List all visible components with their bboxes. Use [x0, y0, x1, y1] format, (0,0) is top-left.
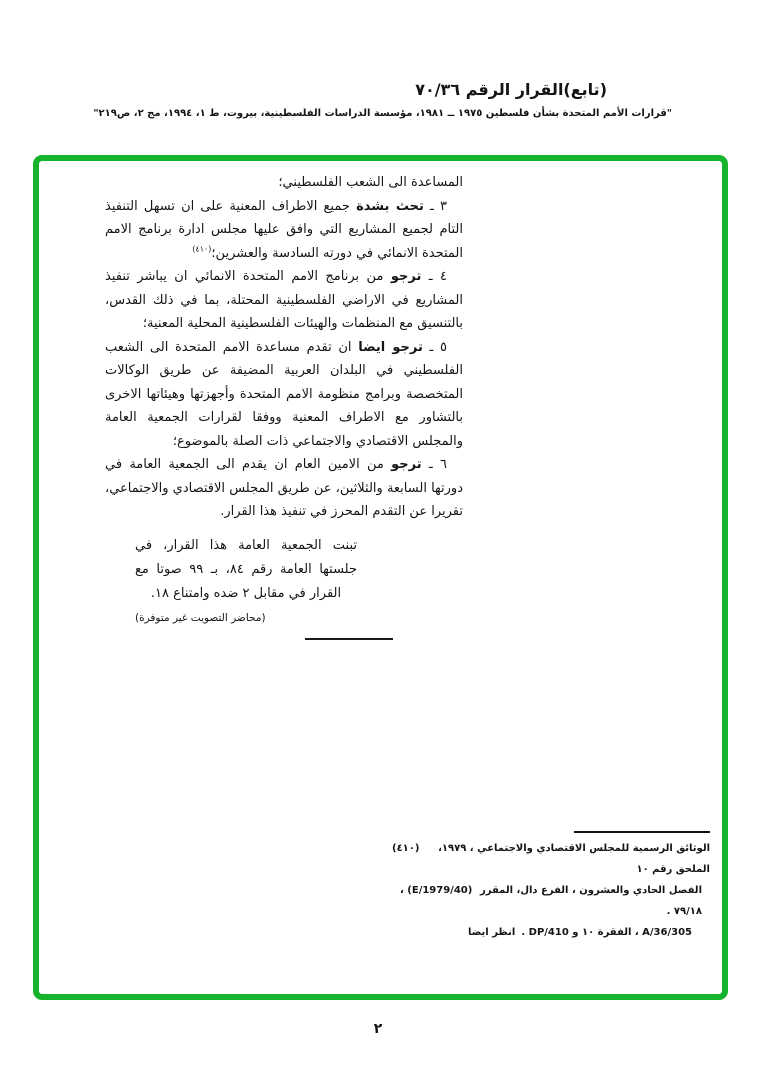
footnote-block — [392, 831, 710, 943]
voting-records-note: (محاضر التصويت غير متوفرة) — [135, 611, 266, 624]
paragraph-5-number: ٥ ـ — [422, 339, 448, 355]
footnote-text: الوثائق الرسمية للمجلس الاقتصادي والاجتماعي ، ١٩٧٩، الملحق رقم ١٠ — [438, 843, 710, 875]
paragraph-6-operative-phrase: ترجو — [391, 457, 422, 472]
footnote-line-1 — [392, 838, 710, 880]
adoption-statement: تبنت الجمعية العامة هذا القرار، في جلستها العامة رقم ٨٤، بـ ٩٩ صوتا مع القرار في مقابل ٢ ضده وامتناع ١٨. — [135, 537, 358, 601]
paragraph-5-operative-phrase: ترجو ايضا — [358, 339, 423, 355]
see-also-label: انظر ايضا — [467, 927, 516, 938]
paragraph-5-text: ان تقدم مساعدة الامم المتحدة الى الشعب الفلسطيني في البلدان العربية المضيفة عن طريق الوكالات المتخصصة وبرامج منظومة الامم المتحدة وأجهزتها وهيئاتها الاخرى بالتشاور مع الاطراف المعنية ووفقا لقرارات الجمعية العامة والمجلس الاقتصادي والاجتماعي ذات الصلة بالموضوع؛ — [105, 339, 463, 449]
paragraph-3-number: ٣ ـ — [423, 198, 447, 214]
paragraph-3-operative-phrase: تحث بشدة — [356, 198, 424, 214]
continuation-line: المساعدة الى الشعب الفلسطيني؛ — [278, 175, 463, 190]
document-symbol: (E/1979/40) ، — [400, 885, 473, 896]
paragraph-3 — [105, 195, 463, 266]
resolution-title: (تابع)القرار الرقم ٧٠/٣٦ — [415, 80, 607, 99]
resolution-body — [105, 171, 463, 640]
source-citation: "قرارات الأمم المتحدة بشأن فلسطين ١٩٧٥ ــ ١٩٨١، مؤسسة الدراسات الفلسطينية، بيروت، ط ١، ١٩٩٤، مج ٢، ص٢١٩" — [93, 108, 672, 119]
paragraph-4-number: ٤ ـ — [421, 269, 447, 284]
paragraph-5 — [105, 336, 463, 454]
paragraph-4-text: من برنامج الامم المتحدة الانمائي ان يباشر تنفيذ المشاريع في الاراضي الفلسطينية المحتلة، بما في ذلك القدس، بالتنسيق مع المنظمات والهيئات الفلسطينية المحلية المعنية؛ — [105, 269, 463, 331]
footnote-text: A/36/305 ، الفقرة ١٠ و DP/410 . — [521, 927, 692, 938]
page-number: ٢ — [373, 1021, 383, 1037]
footnote-separator-rule — [574, 831, 710, 833]
footnote-line-3 — [392, 922, 710, 943]
section-divider-rule — [305, 638, 393, 640]
footnote-line-2 — [392, 880, 710, 922]
paragraph-6-text: من الامين العام ان يقدم الى الجمعية العامة في دورتها السابعة والثلاثين، عن طريق المجلس الاقتصادي والاجتماعي، تقريرا عن التقدم المحرز في تنفيذ هذا القرار. — [105, 457, 463, 519]
paragraph-6-number: ٦ ـ — [421, 457, 447, 472]
paragraph-6 — [105, 453, 463, 524]
footnote-reference-410: (٤١٠) — [192, 244, 212, 254]
footnote-marker: (٤١٠) — [392, 843, 420, 854]
footnote-text: الفصل الحادي والعشرون ، الفرع دال، المقرر ٧٩/١٨ . — [479, 885, 702, 917]
paragraph-4-operative-phrase: ترجو — [390, 269, 422, 284]
paragraph-4 — [105, 265, 463, 336]
paragraph-3-text: جميع الاطراف المعنية على ان تسهل التنفيذ التام لجميع المشاريع التي وافق عليها مجلس ادارة برنامج الامم المتحدة الانمائي في دورته السادسة والعشرين؛ — [105, 198, 463, 261]
